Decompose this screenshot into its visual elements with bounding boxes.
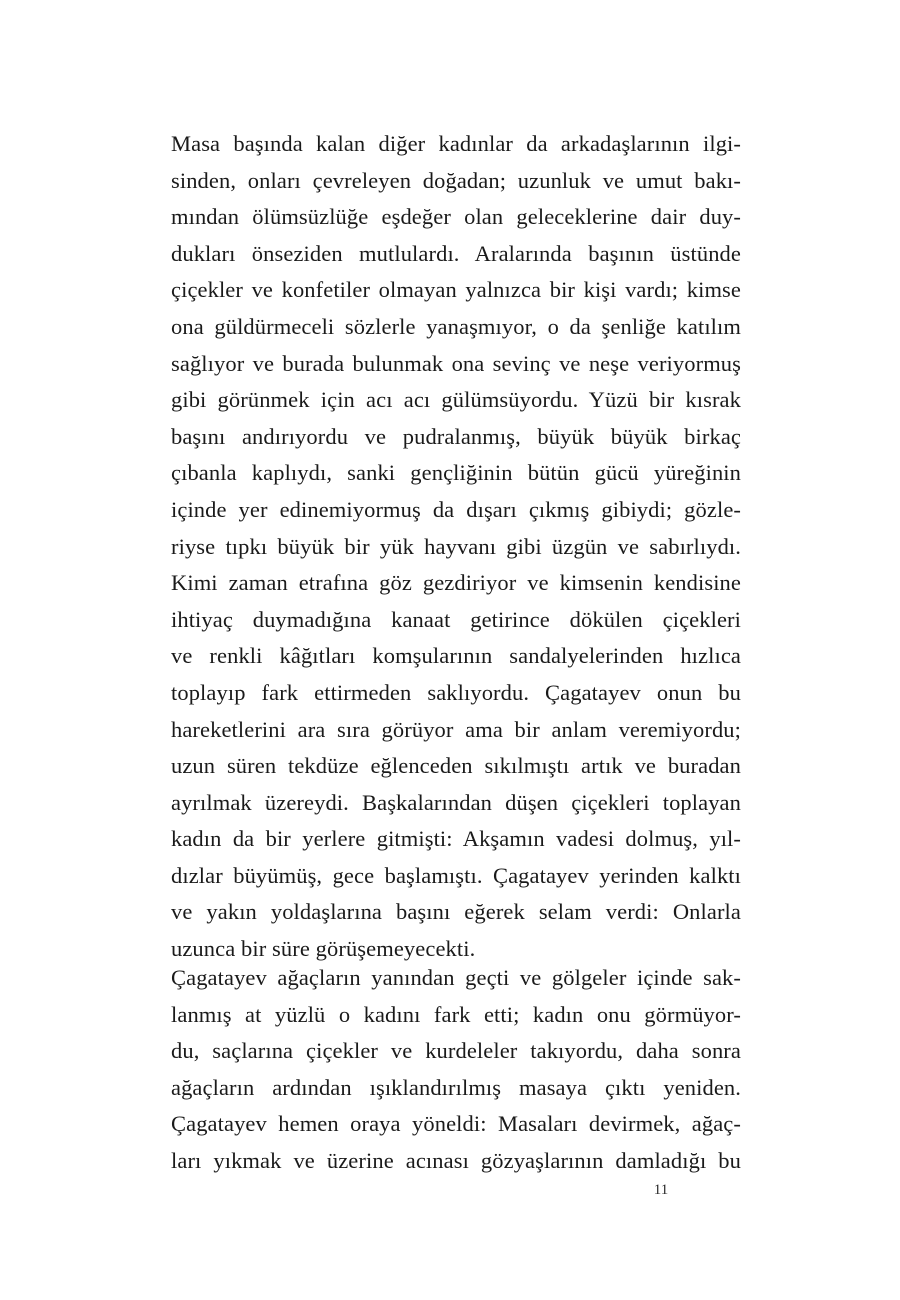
text-line: du, saçlarına çiçekler ve kurdeleler takıyordu, daha sonra xyxy=(171,1038,741,1064)
text-line: çıbanla kaplıydı, sanki gençliğinin bütün gücü yüreğinin xyxy=(171,460,741,486)
text-line: ağaçların ardından ışıklandırılmış masaya çıktı yeniden. xyxy=(171,1074,741,1100)
text-line: sinden, onları çevreleyen doğadan; uzunluk ve umut bakı- xyxy=(171,167,741,193)
paragraph-1 xyxy=(171,126,741,968)
text-line: hareketlerini ara sıra görüyor ama bir anlam veremiyordu; xyxy=(171,716,741,742)
text-line: ayrılmak üzereydi. Başkalarından düşen çiçekleri toplayan xyxy=(171,789,741,815)
text-line: riyse tıpkı büyük bir yük hayvanı gibi üzgün ve sabırlıydı. xyxy=(171,533,741,559)
page-number: 11 xyxy=(653,1182,669,1198)
text-line: Kimi zaman etrafına göz gezdiriyor ve kimsenin kendisine xyxy=(171,570,741,596)
text-line: kadın da bir yerlere gitmişti: Akşamın vadesi dolmuş, yıl- xyxy=(171,826,741,852)
text-line: uzunca bir süre görüşemeyecekti. xyxy=(171,936,476,962)
text-line: dukları önseziden mutlulardı. Aralarında başının üstünde xyxy=(171,240,741,266)
text-line: Masa başında kalan diğer kadınlar da arkadaşlarının ilgi- xyxy=(171,131,741,156)
text-line: lanmış at yüzlü o kadını fark etti; kadın onu görmüyor- xyxy=(171,1001,741,1027)
text-line: sağlıyor ve burada bulunmak ona sevinç ve neşe veriyormuş xyxy=(171,350,741,376)
text-line: mından ölümsüzlüğe eşdeğer olan geleceklerine dair duy- xyxy=(171,204,741,230)
text-line: ihtiyaç duymadığına kanaat getirince dökülen çiçekleri xyxy=(171,606,741,632)
paragraph-2 xyxy=(171,960,741,1180)
text-line: içinde yer edinemiyormuş da dışarı çıkmış gibiydi; gözle- xyxy=(171,496,741,522)
text-line: ları yıkmak ve üzerine acınası gözyaşlarının damladığı bu xyxy=(171,1147,741,1173)
text-line: ve yakın yoldaşlarına başını eğerek selam verdi: Onlarla xyxy=(171,899,741,925)
text-line: gibi görünmek için acı acı gülümsüyordu. Yüzü bir kısrak xyxy=(171,387,741,413)
text-line: Çagatayev ağaçların yanından geçti ve gölgeler içinde sak- xyxy=(171,965,741,990)
text-line: dızlar büyümüş, gece başlamıştı. Çagatayev yerinden kalktı xyxy=(171,862,741,888)
text-line: Çagatayev hemen oraya yöneldi: Masaları devirmek, ağaç- xyxy=(171,1111,741,1137)
text-line: ona güldürmeceli sözlerle yanaşmıyor, o da şenliğe katılım xyxy=(171,313,741,339)
text-line: uzun süren tekdüze eğlenceden sıkılmıştı artık ve buradan xyxy=(171,753,741,779)
text-line: çiçekler ve konfetiler olmayan yalnızca bir kişi vardı; kimse xyxy=(171,277,741,303)
text-line: ve renkli kâğıtları komşularının sandalyelerinden hızlıca xyxy=(171,643,741,669)
text-line: başını andırıyordu ve pudralanmış, büyük büyük birkaç xyxy=(171,423,741,449)
text-line: toplayıp fark ettirmeden saklıyordu. Çagatayev onun bu xyxy=(171,679,741,705)
